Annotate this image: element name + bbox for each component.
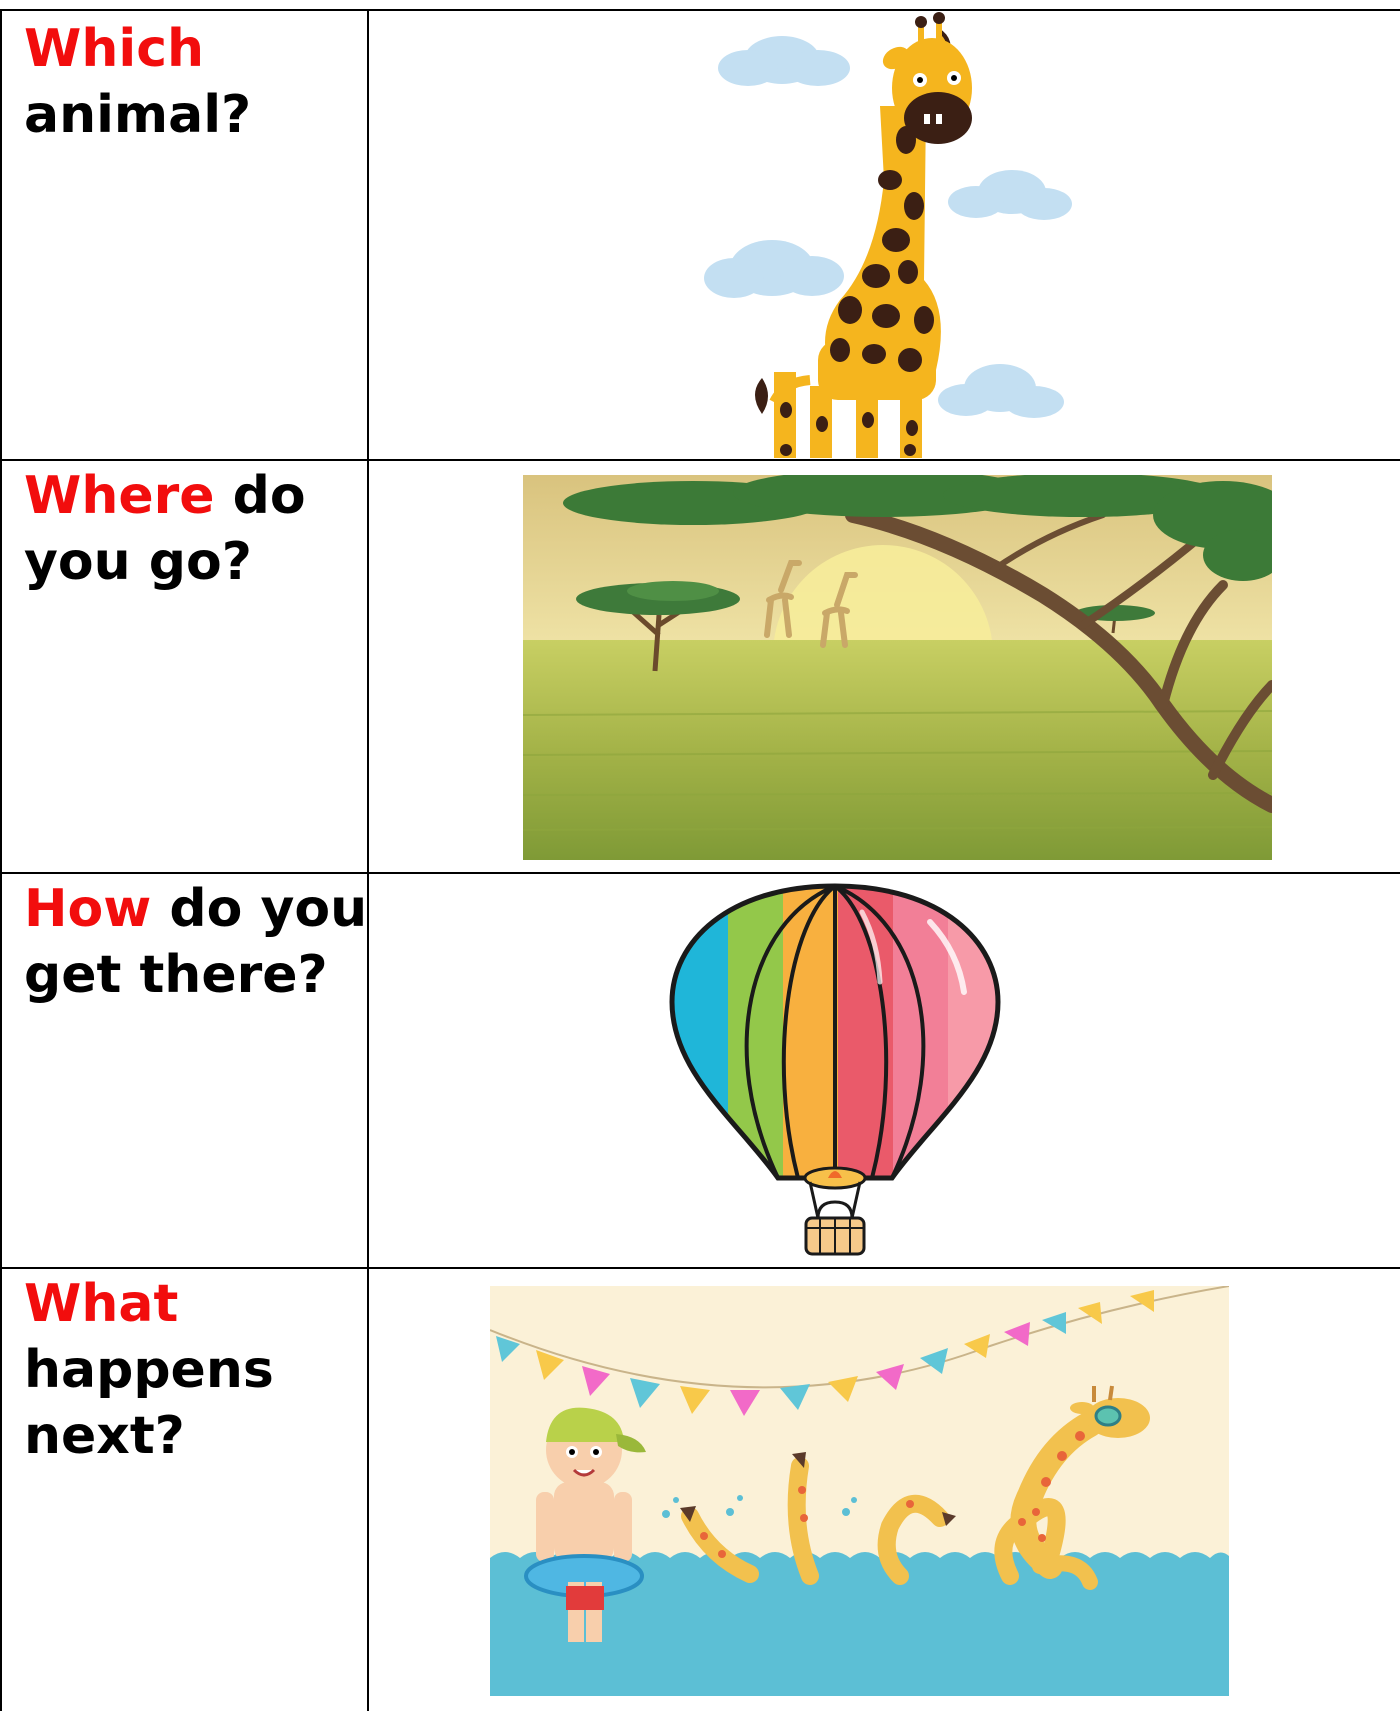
hot-air-balloon-picture bbox=[668, 882, 1002, 1260]
savanna-picture bbox=[523, 475, 1272, 860]
question-text: animal? bbox=[24, 85, 252, 145]
cloud-icon bbox=[718, 36, 850, 86]
giraffe-picture bbox=[700, 10, 1080, 459]
question-text: you go? bbox=[24, 532, 252, 592]
beach-swim-picture bbox=[490, 1286, 1229, 1696]
balloon-envelope bbox=[668, 882, 1002, 1182]
question-word: What bbox=[24, 1274, 179, 1334]
row-divider-2 bbox=[0, 872, 1400, 874]
question-word: How bbox=[24, 879, 152, 939]
row-divider-3 bbox=[0, 1267, 1400, 1269]
giraffe-tail-tuft bbox=[755, 378, 768, 414]
cloud-icon bbox=[948, 170, 1072, 220]
question-word: Where bbox=[24, 466, 215, 526]
column-divider bbox=[367, 9, 369, 1711]
table-left-border bbox=[0, 9, 2, 1711]
question-which-animal bbox=[24, 16, 251, 148]
question-text: get there? bbox=[24, 945, 328, 1005]
question-text: next? bbox=[24, 1406, 185, 1466]
question-what-happens-next bbox=[24, 1271, 274, 1469]
question-word: Which bbox=[24, 19, 205, 79]
basket-icon bbox=[806, 1218, 864, 1254]
cloud-icon bbox=[704, 240, 844, 298]
question-text: happens bbox=[24, 1340, 274, 1400]
question-how-do-you-get-there bbox=[24, 876, 367, 1008]
basket-handle bbox=[818, 1202, 852, 1218]
cloud-icon bbox=[938, 364, 1064, 418]
question-text: do bbox=[214, 466, 306, 526]
question-text: do you bbox=[151, 879, 368, 939]
row-divider-1 bbox=[0, 459, 1400, 461]
question-where-do-you-go bbox=[24, 463, 306, 595]
